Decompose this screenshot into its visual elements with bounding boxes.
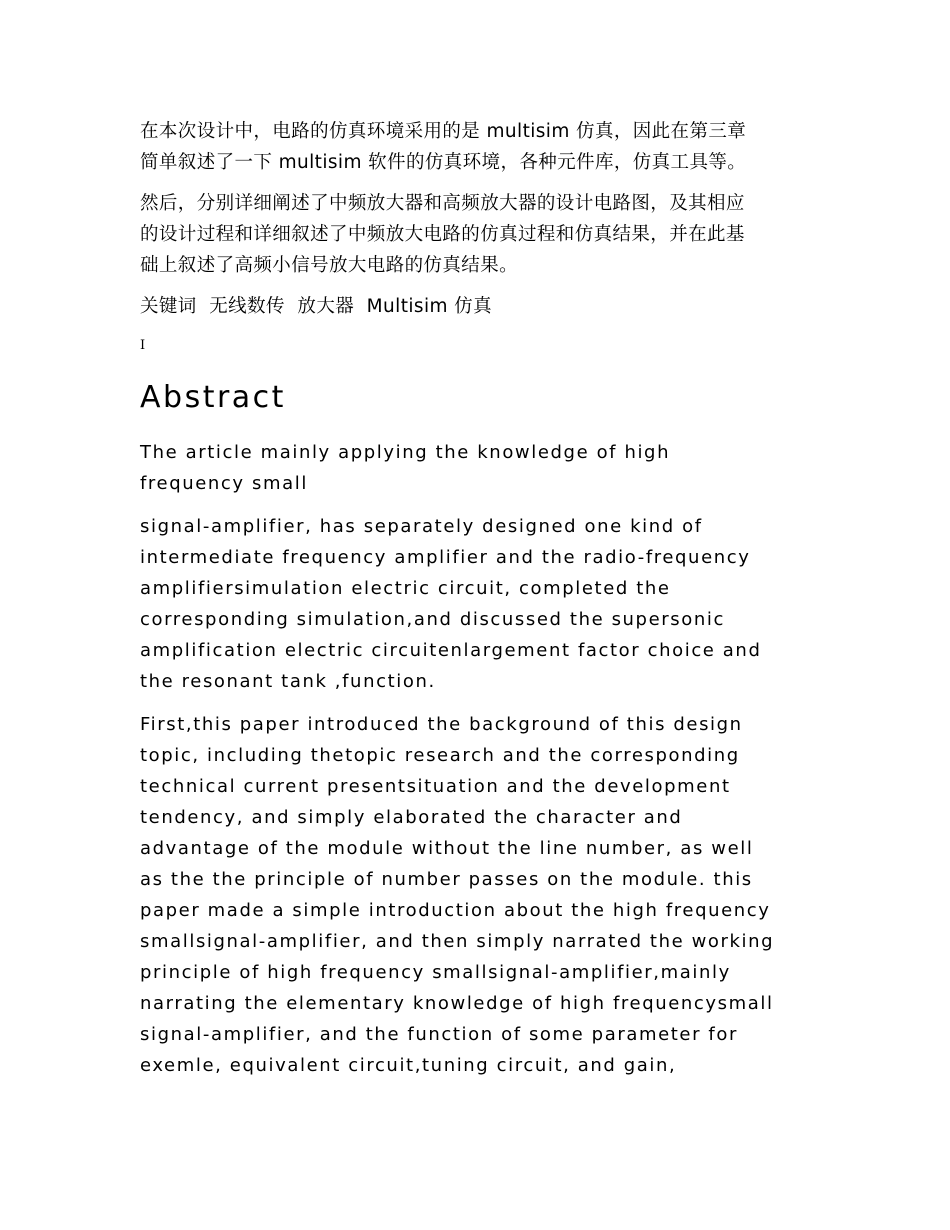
chinese-paragraph: 在本次设计中，电路的仿真环境采用的是 multisim 仿真，因此在第三章 简单叙述了一下 multisim 软件的仿真环境，各种元件库，仿真工具等。 xyxy=(140,121,747,173)
english-paragraph: signal-amplifier, has separately designed one kind of intermediate frequency amplifier and the radio-frequency amplifiersimulation electric circuit, completed the corresponding simulation,and discussed the supersonic amplification electric circuitenlargement factor choice and the resonant tank ,function. xyxy=(140,516,762,692)
english-paragraph: First,this paper introduced the background of this design topic, including thetopic research and the corresponding technical current presentsituation and the development tendency, and simply elaborated the character and advantage of the module without the line number, as well as the the principle of number passes on the module. this paper made a simple introduction about the high frequency smallsignal-amplifier, and then simply narrated the working principle of high frequency smallsignal-amplifier,mainly narrating the elementary knowledge of high frequencysmall signal-amplifier, and the function of some parameter for exemle, equivalent circuit,tuning circuit, and gain, xyxy=(140,714,775,1076)
abstract-heading: Abstract xyxy=(140,380,286,415)
chinese-paragraph: 然后，分别详细阐述了中频放大器和高频放大器的设计电路图，及其相应 的设计过程和详细叙述了中频放大电路的仿真过程和仿真结果，并在此基 础上叙述了高频小信号放大电路的仿真结果。 xyxy=(140,193,745,276)
page-number: I xyxy=(140,338,146,353)
chinese-keywords: 关键词 无线数传 放大器 Multisim 仿真 xyxy=(140,296,492,317)
document-page xyxy=(140,116,820,1081)
english-paragraph: The article mainly applying the knowledge of high frequency small xyxy=(140,442,671,494)
